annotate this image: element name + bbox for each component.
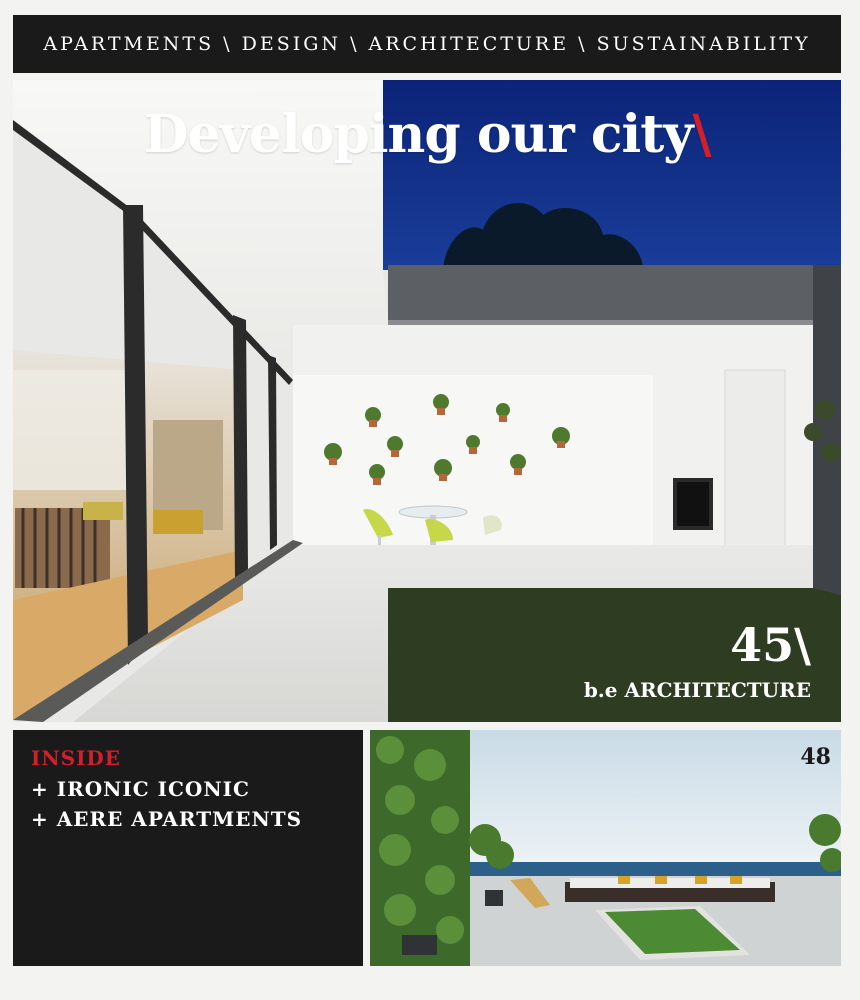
feature-title: b.e ARCHITECTURE (583, 678, 811, 702)
category-bar-text: APARTMENTS \ DESIGN \ ARCHITECTURE \ SUSTAINABILITY (43, 33, 811, 55)
hero-illustration (13, 80, 841, 722)
rooftop-illustration (370, 730, 841, 966)
secondary-page-number: 48 (800, 744, 831, 770)
inside-list (31, 774, 302, 834)
hero-photo (13, 80, 841, 722)
rooftop-photo (370, 730, 841, 966)
headline (13, 104, 841, 165)
feature-page-number: 45\ (730, 618, 811, 672)
headline-text: Developing our city (143, 104, 693, 165)
inside-heading: INSIDE (31, 746, 122, 770)
inside-item-1: + IRONIC ICONIC (31, 777, 250, 801)
inside-panel (13, 730, 363, 966)
headline-accent: \ (692, 104, 711, 165)
category-bar (13, 15, 841, 73)
inside-item-2: + AERE APARTMENTS (31, 807, 303, 831)
